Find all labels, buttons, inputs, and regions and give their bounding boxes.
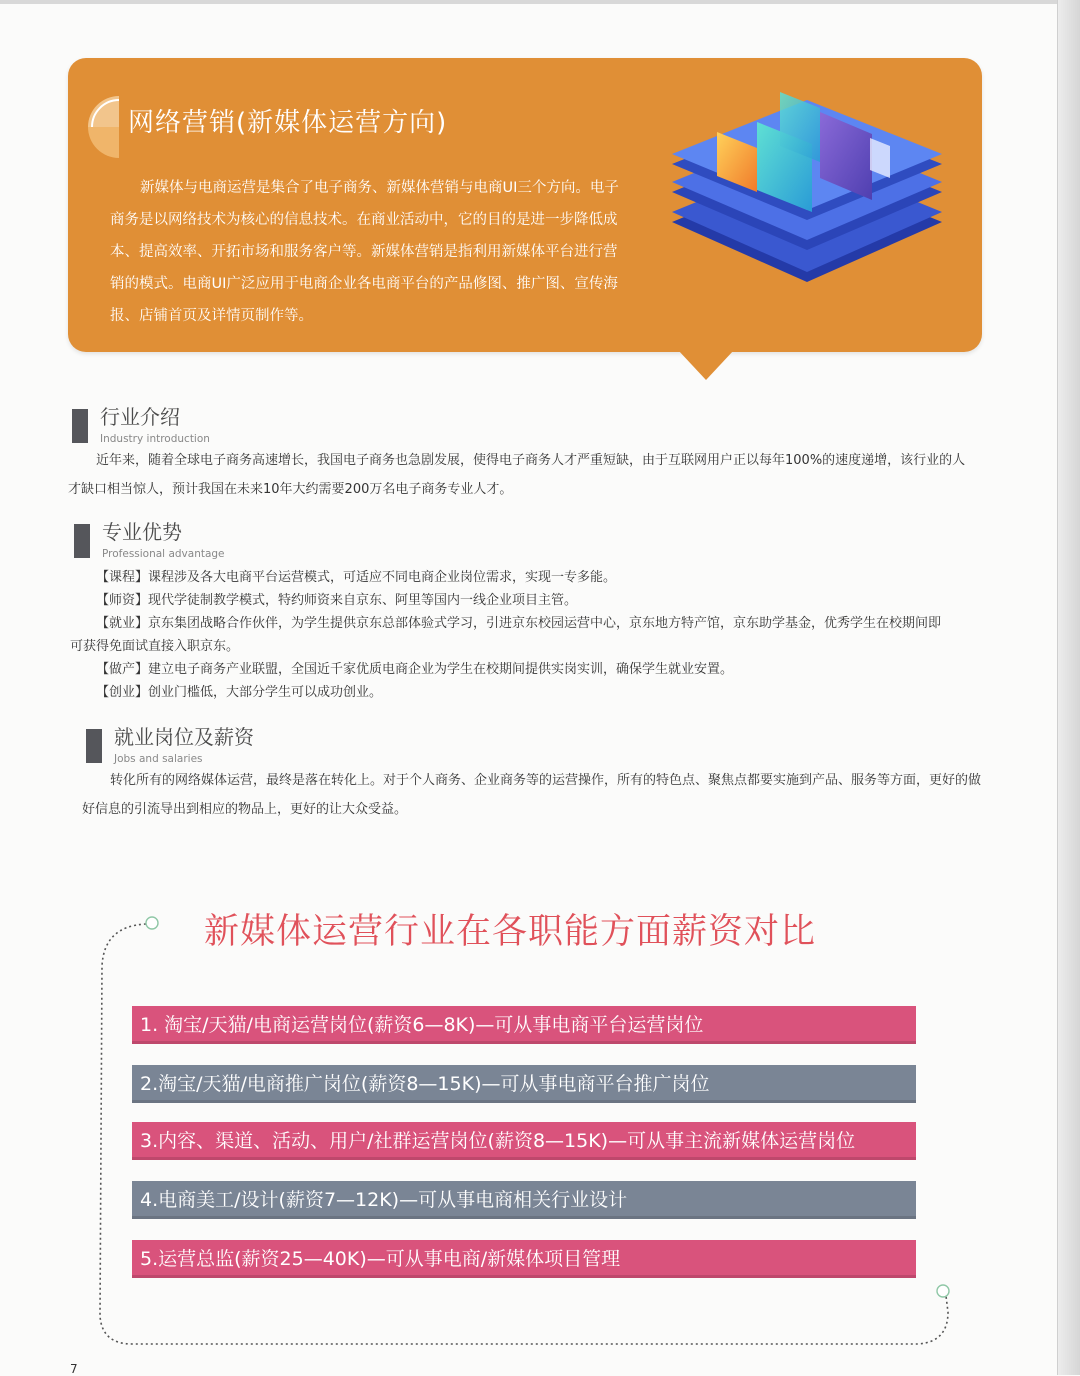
page-number: 7 (70, 1362, 78, 1376)
banner-title: 网络营销(新媒体运营方向) (128, 108, 448, 138)
salary-item-4: 4.电商美工/设计(薪资7—12K)—可从事电商相关行业设计 (132, 1181, 916, 1219)
page-right-edge (1057, 0, 1080, 1375)
section-marker (72, 409, 88, 443)
salary-comparison-title: 新媒体运营行业在各职能方面薪资对比 (204, 912, 817, 952)
advantage-subtitle: Professional advantage (102, 548, 225, 560)
industry-section-header (72, 405, 210, 446)
industry-paragraph (68, 446, 970, 504)
salary-item-3: 3.内容、渠道、活动、用户/社群运营岗位(薪资8—15K)—可从事主流新媒体运营岗位 (132, 1122, 916, 1160)
advantage-list (70, 566, 980, 704)
jobs-title: 就业岗位及薪资 (114, 725, 254, 749)
advantage-item: 【课程】课程涉及各大电商平台运营模式，可适应不同电商企业岗位需求，实现一专多能。 (96, 570, 617, 585)
salary-item-2: 2.淘宝/天猫/电商推广岗位(薪资8—15K)—可从事电商平台推广岗位 (132, 1065, 916, 1103)
advantage-item: 【就业】京东集团战略合作伙伴，为学生提供京东总部体验式学习，引进京东校园运营中心，京东地方特产馆，京东助学基金，优秀学生在校期间即 (96, 616, 942, 631)
advantage-item: 【做产】建立电子商务产业联盟，全国近千家优质电商企业为学生在校期间提供实岗实训，确保学生就业安置。 (96, 662, 734, 677)
jobs-paragraph (82, 766, 984, 824)
jobs-section-header (86, 725, 254, 766)
advantage-item: 【创业】创业门槛低，大部分学生可以成功创业。 (96, 685, 383, 700)
industry-title: 行业介绍 (100, 405, 180, 429)
page-top-edge (0, 0, 1080, 4)
isometric-chat-illustration (662, 82, 952, 322)
salary-item-1: 1. 淘宝/天猫/电商运营岗位(薪资6—8K)—可从事电商平台运营岗位 (132, 1006, 916, 1044)
jobs-subtitle: Jobs and salaries (114, 753, 203, 765)
section-marker (74, 524, 90, 558)
section-marker (86, 729, 102, 763)
industry-text: 近年来，随着全球电子商务高速增长，我国电子商务也急剧发展，使得电子商务人才严重短缺，由于互联网用户正以每年100%的速度递增，该行业的人才缺口相当惊人，预计我国在未来10年大约需要200万名电子商务专业人才。 (68, 453, 966, 497)
advantage-section-header (74, 520, 225, 561)
banner-pointer (678, 350, 734, 380)
jobs-text: 转化所有的网络媒体运营，最终是落在转化上。对于个人商务、企业商务等的运营操作，所有的特色点、聚焦点都要实施到产品、服务等方面，更好的做好信息的引流导出到相应的物品上，更好的让大众受益。 (82, 773, 982, 817)
advantage-title: 专业优势 (102, 520, 182, 544)
banner-description: 新媒体与电商运营是集合了电子商务、新媒体营销与电商UI三个方向。电子商务是以网络技术为核心的信息技术。在商业活动中，它的目的是进一步降低成本、提高效率、开拓市场和服务客户等。新媒体营销是指利用新媒体平台进行营销的模式。电商UI广泛应用于电商企业各电商平台的产品修图、推广图、宣传海报、店铺首页及详情页制作等。 (110, 180, 619, 324)
salary-item-5: 5.运营总监(薪资25—40K)—可从事电商/新媒体项目管理 (132, 1240, 916, 1278)
advantage-item: 可获得免面试直接入职京东。 (70, 639, 240, 654)
industry-subtitle: Industry introduction (100, 433, 210, 445)
advantage-item: 【师资】现代学徒制教学模式，特约师资来自京东、阿里等国内一线企业项目主管。 (96, 593, 578, 608)
